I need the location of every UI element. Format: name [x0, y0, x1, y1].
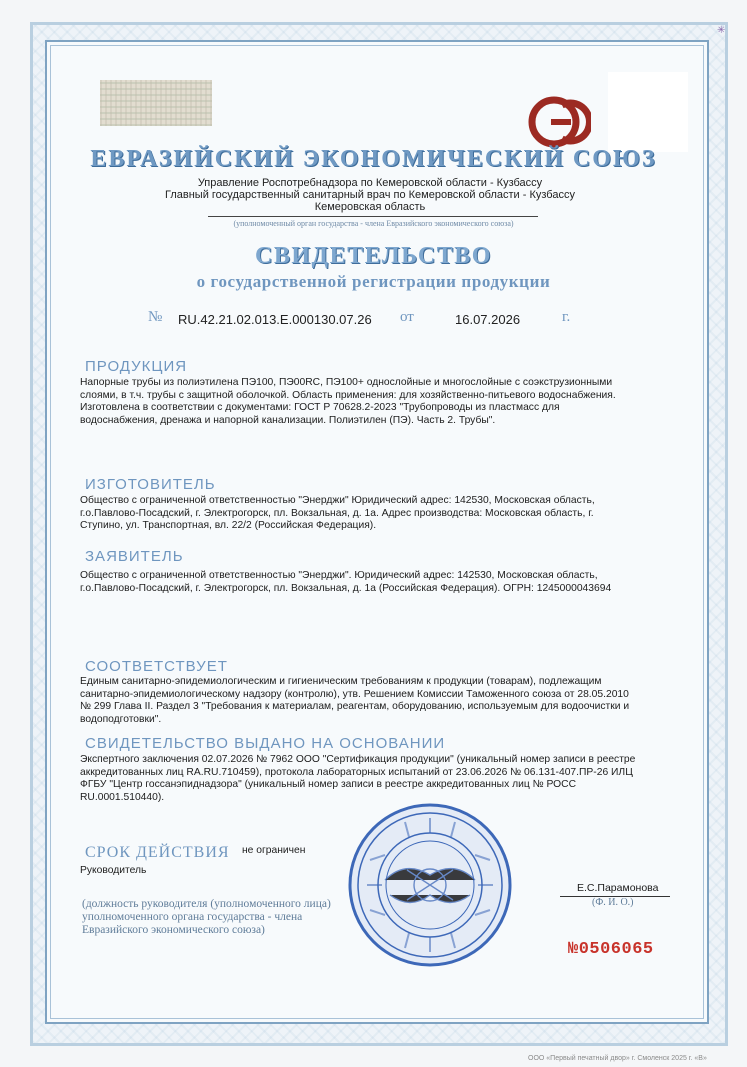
- registration-date-label: от: [400, 309, 414, 325]
- corner-mark: ✳: [717, 25, 726, 36]
- serial-number-value: 0506065: [578, 940, 654, 959]
- product-heading: ПРОДУКЦИЯ: [85, 358, 188, 375]
- printer-imprint: ООО «Первый печатный двор» г. Смоленск 2025 г. «В»: [528, 1055, 707, 1062]
- registration-number: RU.42.21.02.013.Е.000130.07.26: [178, 312, 372, 327]
- authority-line-3: Кемеровская область: [314, 201, 426, 213]
- basis-text: Экспертного заключения 02.07.2026 № 7962 ООО "Сертификация продукции" (уникальный номер записи в реестре аккредитованных лиц RA.RU.710459), протокола лабораторных испытаний от 23.06.2026 № 06.131-407.ПР-26 ИЛЦ ФГБУ "Центр госсанэпиднадзора" (уникальный номер записи в реестре аккредитованных лиц № РОСС RU.0001.510440).: [80, 754, 636, 803]
- authority-line-1: Управление Роспотребнадзора по Кемеровской области - Кузбассу: [197, 177, 543, 189]
- eac-conformity-logo: [527, 95, 591, 149]
- position-caption: (должность руководителя (уполномоченного лица) уполномоченного органа государства - члена Евразийского экономического союза): [82, 898, 331, 936]
- official-seal: [345, 800, 515, 970]
- signer-name: Е.С.Парамонова: [577, 882, 659, 894]
- basis-heading: СВИДЕТЕЛЬСТВО ВЫДАНО НА ОСНОВАНИИ: [85, 735, 446, 752]
- registration-number-label: №: [148, 309, 163, 325]
- signer-role: Руководитель: [80, 865, 147, 876]
- registration-date: 16.07.2026: [455, 312, 521, 327]
- validity-heading: СРОК ДЕЙСТВИЯ: [85, 844, 230, 861]
- union-title: ЕВРАЗИЙСКИЙ ЭКОНОМИЧЕСКИЙ СОЮЗ: [90, 146, 657, 172]
- fio-caption: (Ф. И. О.): [592, 897, 634, 908]
- validity-value: не ограничен: [242, 845, 306, 856]
- document-title: СВИДЕТЕЛЬСТВО: [255, 243, 492, 269]
- manufacturer-text: Общество с ограниченной ответственностью "Энерджи" Юридический адрес: 142530, Московская область, г.о.Павлово-Посадский, г. Электрогорск, пл. Вокзальная, д. 1а. Адрес производства: Московская область, г. Ступино, ул. Транспортная, вл. 22/2 (Российская Федерация).: [80, 495, 595, 532]
- serial-number-label: №: [568, 940, 579, 959]
- product-text: Напорные трубы из полиэтилена ПЭ100, ПЭ00RC, ПЭ100+ однослойные и многослойные с соэкструзионными слоями, в т.ч. трубы с защитной оболочкой. Область применения: для хозяйственно-питьевого водоснабжения. Изготовлена в соответствии с документами: ГОСТ Р 70628.2-2023 "Трубопроводы из пластмасс для водоснабжения, дренажа и напорной канализации. Полиэтилен (ПЭ). Часть 2. Трубы".: [80, 377, 616, 426]
- registration-year-suffix: г.: [562, 309, 571, 325]
- authority-rule: [208, 216, 538, 217]
- conformity-heading: СООТВЕТСТВУЕТ: [85, 658, 228, 675]
- authority-line-2: Главный государственный санитарный врач по Кемеровской области - Кузбассу: [165, 189, 575, 201]
- authority-caption: (уполномоченный орган государства - члена Евразийского экономического союза): [233, 219, 514, 228]
- applicant-text: Общество с ограниченной ответственностью "Энерджи". Юридический адрес: 142530, Московская область, г.о.Павлово-Посадский, г. Электрогорск, пл. Вокзальная, д. 1а (Российская Федерация). ОГРН: 1245000043694: [80, 570, 612, 594]
- blank-white-patch: [608, 72, 688, 152]
- conformity-text: Единым санитарно-эпидемиологическим и гигиеническим требованиям к продукции (товарам), подлежащим санитарно-эпидемиологическому надзору (контролю), утв. Решением Комиссии Таможенного союза от 28.05.2010 № 299 Глава II. Раздел 3 "Требования к материалам, реагентам, оборудованию, используемым для водоочистки и водоподготовки".: [80, 676, 630, 725]
- document-subtitle: о государственной регистрации продукции: [196, 272, 551, 291]
- serial-number: [568, 940, 654, 959]
- manufacturer-heading: ИЗГОТОВИТЕЛЬ: [85, 476, 216, 493]
- applicant-heading: ЗАЯВИТЕЛЬ: [85, 548, 184, 565]
- hologram-strip: [100, 80, 212, 126]
